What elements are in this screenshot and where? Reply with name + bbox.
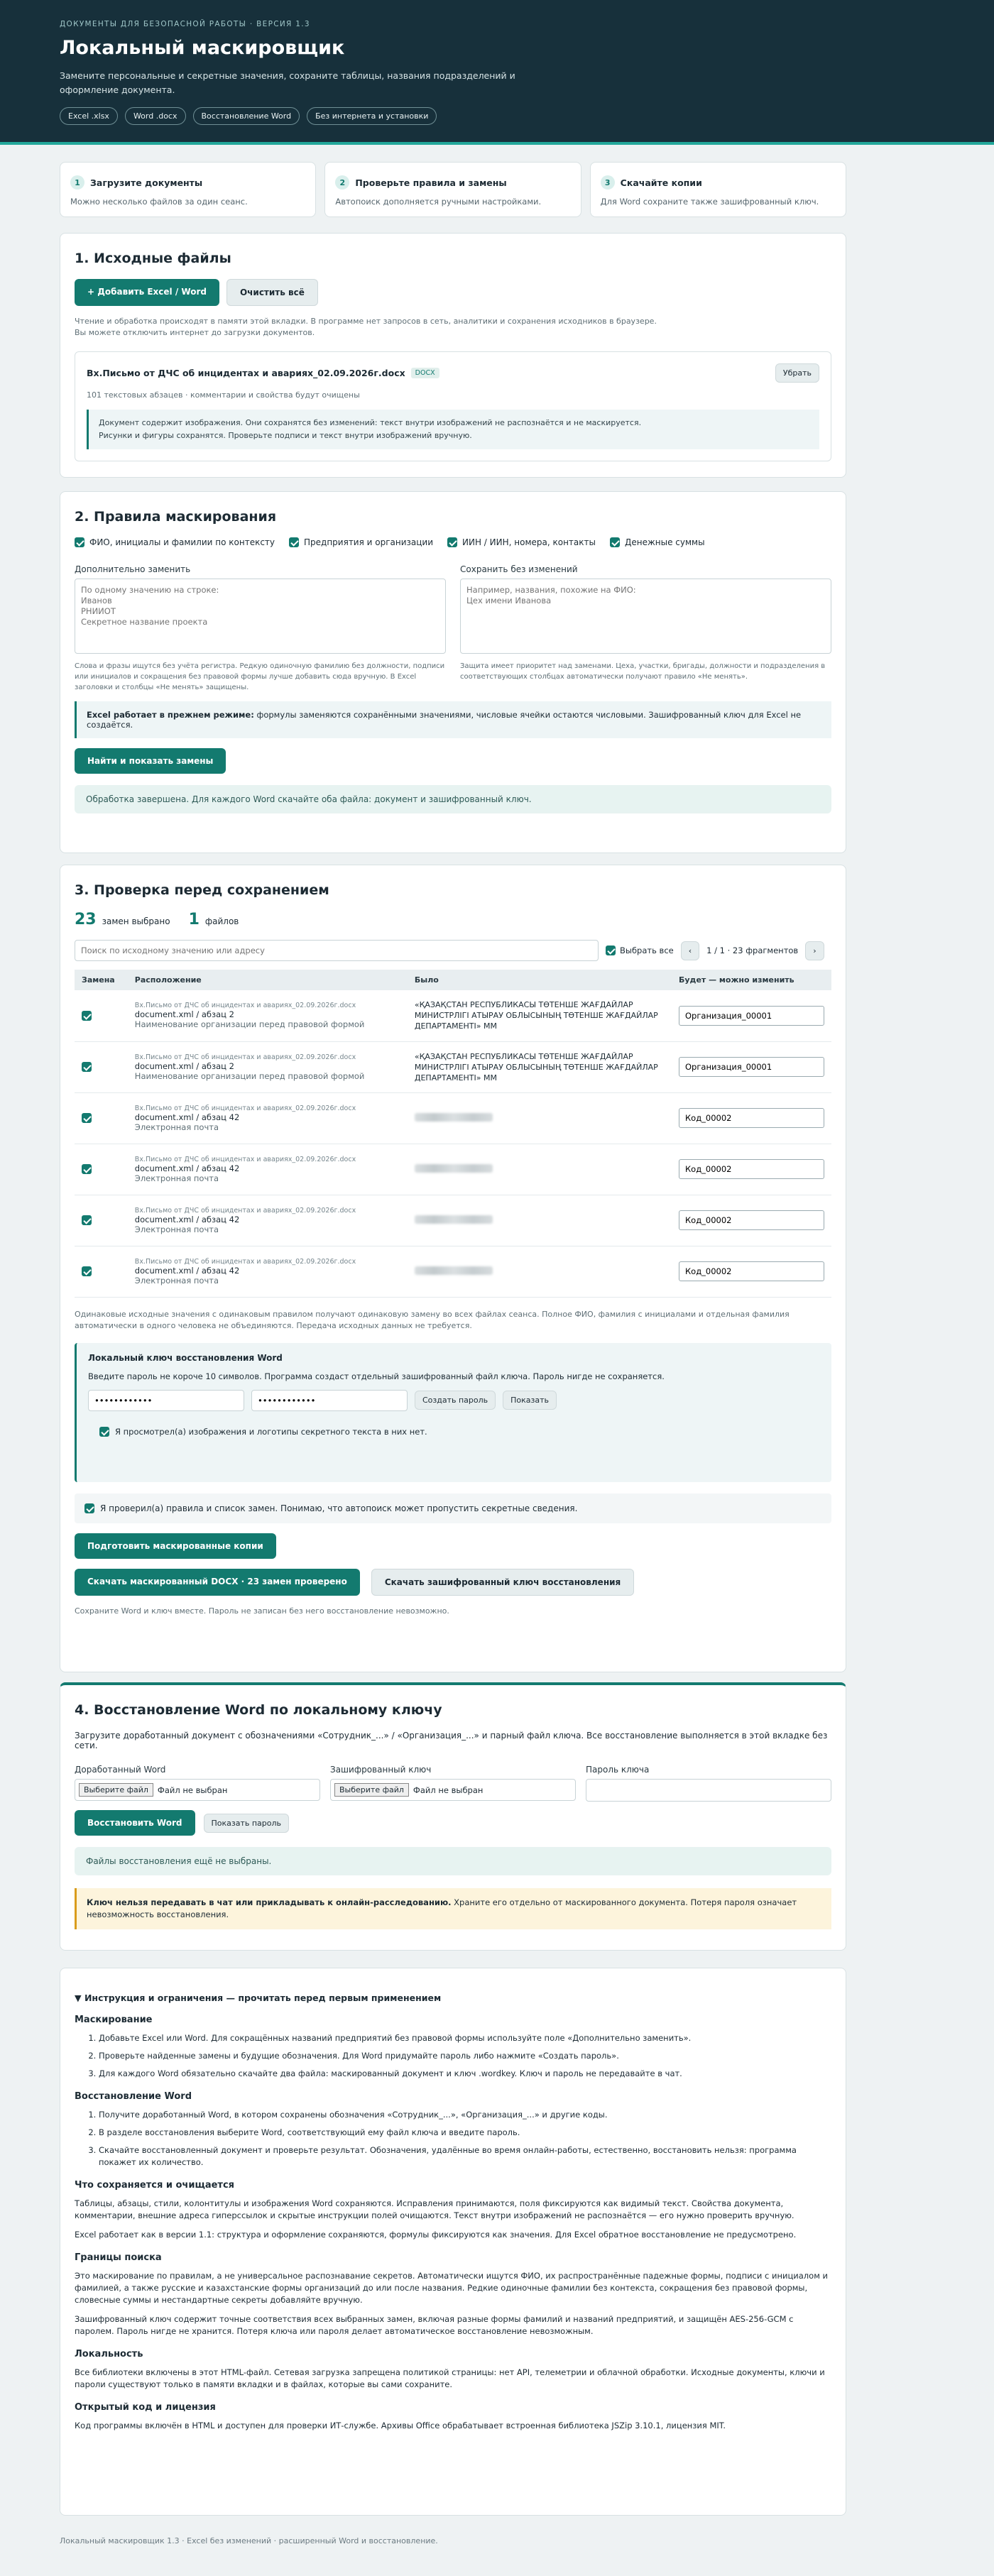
confirm-checkbox[interactable]: [75, 1493, 831, 1523]
file-name: Вх.Письмо от ДЧС об инцидентах и авариях_02.09.2026г.docx: [87, 368, 405, 378]
prepare-copies-button[interactable]: Подготовить маскированные копии: [75, 1533, 276, 1559]
rule-label: Денежные суммы: [624, 537, 705, 547]
excel-mode-note: [75, 701, 831, 738]
step-title: Загрузите документы: [90, 177, 203, 188]
step-title: Проверьте правила и замены: [355, 177, 507, 188]
instr-heading: Границы поиска: [75, 2252, 162, 2263]
checkbox-checked-icon[interactable]: [75, 537, 84, 547]
row-replacement-input[interactable]: [679, 1006, 824, 1026]
restore-desc: Загрузите доработанный документ с обозначениями «Сотрудник_...» / «Организация_...» и парный файл ключа. Все восстановление выполняется в этой вкладке без сети.: [75, 1731, 828, 1750]
page-subtitle: Замените персональные и секретные значения, сохраните таблицы, названия подразделений и оформление документа.: [60, 70, 515, 95]
instr-paragraph: Все библиотеки включены в этот HTML-файл. Сетевая загрузка запрещена политикой страницы: нет API, телеметрии и облачной обработки. Исходные документы, ключи и пароли существуют только в памяти вкладки и в файлах, которые вы сами сохраните.: [75, 2367, 825, 2389]
table-row: [75, 1246, 831, 1297]
row-source: Вх.Письмо от ДЧС об инцидентах и авариях_02.09.2026г.docx: [134, 1053, 356, 1061]
choose-file-button[interactable]: Выберите файл: [334, 1783, 409, 1797]
table-row: [75, 990, 831, 1041]
instr-heading: Восстановление Word: [75, 2091, 192, 2102]
rule-fio-checkbox[interactable]: [75, 537, 275, 547]
instr-heading: Маскирование: [75, 2015, 153, 2025]
clear-all-button[interactable]: Очистить всё: [226, 279, 318, 306]
instructions-toggle[interactable]: ▼ Инструкция и ограничения — прочитать перед первым применением: [75, 1993, 442, 2003]
add-file-button[interactable]: + Добавить Excel / Word: [75, 279, 219, 306]
checkbox-checked-icon[interactable]: [610, 537, 620, 547]
row-checkbox[interactable]: [82, 1266, 92, 1276]
step-card-upload: [60, 162, 316, 217]
image-warning: [87, 410, 819, 449]
instr-heading: Открытый код и лицензия: [75, 2402, 216, 2413]
pill-excel: Excel .xlsx: [60, 107, 118, 125]
step-desc: Можно несколько файлов за один сеанс.: [70, 197, 248, 207]
choose-file-button[interactable]: Выберите файл: [79, 1783, 153, 1797]
excel-mode-text: формулы заменяются сохранёнными значениями, числовые ячейки остаются числовыми. Зашифрованный ключ для Excel не создаётся.: [87, 710, 802, 730]
redacted-value: [415, 1215, 493, 1224]
list-item: 1. Добавьте Excel или Word. Для сокращённых названий предприятий без правовой формы используйте поле «Дополнительно заменить».: [99, 2032, 831, 2044]
section-title: 1. Исходные файлы: [75, 251, 231, 266]
row-replacement-input[interactable]: [679, 1261, 824, 1281]
list-item: 3. Для каждого Word обязательно скачайте два файла: маскированный документ и ключ .wordkey. Ключ и пароль не передавайте в чат.: [99, 2068, 831, 2080]
checkbox-checked-icon[interactable]: [606, 946, 616, 955]
step-number: 2: [335, 175, 349, 190]
file-item: [75, 351, 831, 461]
instr-paragraph: Таблицы, абзацы, стили, колонтитулы и изображения Word сохраняются. Исправления принимаются, поля фиксируются как видимый текст. Свойства документа, комментарии, внешние адреса гиперссылок и скрытые инструкции полей очищаются. Текст внутри изображений не распознаётся — его нужно проверить вручную.: [75, 2198, 794, 2220]
section-rules: [60, 491, 846, 853]
hero-header: [0, 0, 994, 145]
row-source: Вх.Письмо от ДЧС об инцидентах и авариях_02.09.2026г.docx: [134, 1002, 356, 1010]
instr-heading: Локальность: [75, 2349, 143, 2359]
table-row: [75, 1195, 831, 1246]
col-will-be: Будет — можно изменить: [672, 970, 831, 990]
restore-status: Файлы восстановления ещё не выбраны.: [75, 1847, 831, 1875]
keep-unchanged-textarea[interactable]: [460, 579, 831, 654]
row-checkbox[interactable]: [82, 1215, 92, 1225]
replacement-count-label: замен выбрано: [102, 916, 170, 926]
table-row: [75, 1092, 831, 1144]
col-was: Было: [408, 970, 672, 990]
version-kicker: ДОКУМЕНТЫ ДЛЯ БЕЗОПАСНОЙ РАБОТЫ · ВЕРСИЯ 1.3: [60, 20, 310, 28]
row-checkbox[interactable]: [82, 1164, 92, 1174]
rule-iin-checkbox[interactable]: [447, 537, 596, 547]
generate-password-button[interactable]: Создать пароль: [415, 1391, 496, 1410]
restore-word-button[interactable]: Восстановить Word: [75, 1810, 195, 1836]
key-file-label: Зашифрованный ключ: [330, 1765, 432, 1775]
step-number: 3: [601, 175, 615, 190]
pill-word: Word .docx: [125, 107, 186, 125]
step-desc: Для Word сохраните также зашифрованный ключ.: [600, 197, 819, 207]
section-title: 3. Проверка перед сохранением: [75, 882, 329, 898]
col-location: Расположение: [128, 970, 408, 990]
instr-paragraph: Код программы включён в HTML и доступен для проверки ИТ-службе. Архивы Office обрабатывает встроенная библиотека JSZip 3.10.1, лицензия MIT.: [75, 2421, 726, 2430]
row-location: document.xml / абзац 42: [134, 1265, 240, 1276]
step-desc: Автопоиск дополняется ручными настройками.: [335, 197, 542, 207]
key-warning-bold: Ключ нельзя передавать в чат или прикладывать к онлайн-расследованию.: [87, 1897, 452, 1907]
row-replacement-input[interactable]: [679, 1210, 824, 1230]
privacy-note: Чтение и обработка происходят в памяти этой вкладки. В программе нет запросов в сеть, аналитики и сохранения исходников в браузере. Вы можете отключить интернет до загрузки документов.: [75, 317, 657, 337]
images-reviewed-label: Я просмотрел(а) изображения и логотипы секретного текста в них нет.: [115, 1426, 427, 1437]
rule-money-checkbox[interactable]: [610, 537, 705, 547]
row-replacement-input[interactable]: [679, 1108, 824, 1128]
remove-file-button[interactable]: Убрать: [775, 363, 819, 383]
instr-paragraph: Зашифрованный ключ содержит точные соответствия всех выбранных замен, включая разные формы фамилий и названий предприятий, и защищён AES-256-GCM с паролем. Пароль нигде не хранится. Потеря ключа или пароля делает автоматическое восстановление невозможным.: [75, 2314, 794, 2336]
step-number: 1: [70, 175, 84, 190]
row-type: Наименование организации перед правовой формой: [134, 1019, 365, 1030]
add-replace-note: Слова и фразы ищутся без учёта регистра. Редкую одиночную фамилию без должности, подписи или инициалов и сокращения без правовой формы лучше добавить сюда вручную. В Excel заголовки и столбцы «Не менять» защищены.: [75, 662, 445, 691]
redacted-value: [415, 1164, 493, 1173]
instructions-panel: [60, 1968, 846, 2516]
instr-paragraph: Это маскирование по правилам, а не универсальное распознавание секретов. Автоматически ищутся ФИО, их распространённые падежные формы, подписи с инициалом и фамилией, а также русские и казахстанские формы организаций до или после названия. Редкие одиночные фамилии без контекста, сокращения без правовой формы, словесные суммы и нестандартные секреты добавляйте вручную.: [75, 2271, 828, 2305]
row-source: Вх.Письмо от ДЧС об инцидентах и авариях_02.09.2026г.docx: [134, 1257, 356, 1266]
row-replacement-input[interactable]: [679, 1159, 824, 1179]
steps-row: [60, 162, 846, 217]
keep-unchanged-label: Сохранить без изменений: [460, 564, 578, 574]
confirm-label: Я проверил(а) правила и список замен. Понимаю, что автопоиск может пропустить секретные сведения.: [100, 1503, 578, 1513]
pill-offline: Без интернета и установки: [307, 107, 437, 125]
row-was: «ҚАЗАҚСТАН РЕСПУБЛИКАСЫ ТӨТЕНШЕ ЖАҒДАЙЛАР МИНИСТРЛІГІ АТЫРАУ ОБЛЫСЫНЫҢ ТӨТЕНШЕ ЖАҒДАЙЛАР ДЕПАРТАМЕНТІ» ММ: [408, 1041, 672, 1092]
keep-unchanged-note: Защита имеет приоритет над заменами. Цеха, участки, бригады, должности и подразделения в соответствующих столбцах автоматически получают правило «Не менять».: [460, 662, 826, 681]
file-meta: 101 текстовых абзацев · комментарии и свойства будут очищены: [87, 390, 360, 400]
section-source-files: [60, 233, 846, 478]
list-item: 3. Скачайте восстановленный документ и проверьте результат. Обозначения, удалённые во время онлайн-работы, естественно, восстановить нельзя: программа покажет их количество.: [99, 2144, 831, 2169]
recovery-key-box: [75, 1343, 831, 1482]
row-type: Наименование организации перед правовой формой: [134, 1070, 365, 1081]
page-footer: Локальный маскировщик 1.3 · Excel без изменений · расширенный Word и восстановление.: [60, 2536, 438, 2545]
add-replace-textarea[interactable]: [75, 579, 446, 654]
replacement-count: 23: [75, 911, 97, 928]
key-file-input[interactable]: [330, 1779, 576, 1801]
instr-heading: Что сохраняется и очищается: [75, 2180, 235, 2191]
row-replacement-input[interactable]: [679, 1057, 824, 1077]
prev-page-button[interactable]: ‹: [681, 941, 699, 960]
replacements-table: [75, 970, 831, 1298]
page-range: 1 / 1 · 23 фрагментов: [706, 946, 799, 955]
find-replacements-button[interactable]: Найти и показать замены: [75, 748, 226, 774]
show-key-password-button[interactable]: Показать пароль: [204, 1814, 290, 1833]
rule-label: Предприятия и организации: [304, 537, 434, 547]
key-warning: [75, 1888, 831, 1929]
row-location: document.xml / абзац 42: [134, 1214, 240, 1224]
step-card-review: [324, 162, 581, 217]
section-review: [60, 865, 846, 1672]
row-location: document.xml / абзац 2: [134, 1060, 234, 1071]
step-card-download: [590, 162, 846, 217]
checkbox-checked-icon[interactable]: [99, 1427, 109, 1437]
no-file-text: Файл не выбран: [413, 1785, 484, 1795]
file-count: 1: [188, 911, 200, 928]
word-file-input[interactable]: [75, 1779, 320, 1801]
rule-label: ИИН / ИИН, номера, контакты: [462, 537, 596, 547]
col-replace: Замена: [75, 970, 128, 990]
word-file-label: Доработанный Word: [75, 1765, 166, 1775]
select-all-checkbox[interactable]: [606, 946, 674, 955]
redacted-value: [415, 1266, 493, 1275]
download-key-button[interactable]: Скачать зашифрованный ключ восстановления: [371, 1569, 634, 1596]
show-password-button[interactable]: Показать: [503, 1391, 557, 1410]
row-type: Электронная почта: [134, 1122, 219, 1132]
excel-mode-bold: Excel работает в прежнем режиме:: [87, 710, 254, 720]
section-title: 4. Восстановление Word по локальному ключу: [75, 1702, 442, 1718]
row-checkbox[interactable]: [82, 1113, 92, 1123]
row-checkbox[interactable]: [82, 1011, 92, 1021]
row-source: Вх.Письмо от ДЧС об инцидентах и авариях_02.09.2026г.docx: [134, 1206, 356, 1215]
row-type: Электронная почта: [134, 1275, 219, 1286]
table-row: [75, 1144, 831, 1195]
no-file-text: Файл не выбран: [157, 1785, 228, 1795]
row-location: document.xml / абзац 42: [134, 1163, 240, 1173]
table-row: [75, 1041, 831, 1092]
list-item: 2. Проверьте найденные замены и будущие обозначения. Для Word придумайте пароль либо нажмите «Создать пароль».: [99, 2050, 831, 2062]
row-type: Электронная почта: [134, 1173, 219, 1183]
rule-label: ФИО, инициалы и фамилии по контексту: [89, 537, 275, 547]
key-title: Локальный ключ восстановления Word: [88, 1352, 283, 1363]
password-input[interactable]: [88, 1390, 244, 1411]
row-source: Вх.Письмо от ДЧС об инцидентах и авариях_02.09.2026г.docx: [134, 1104, 356, 1112]
checkbox-checked-icon[interactable]: [447, 537, 457, 547]
row-was: «ҚАЗАҚСТАН РЕСПУБЛИКАСЫ ТӨТЕНШЕ ЖАҒДАЙЛАР МИНИСТРЛІГІ АТЫРАУ ОБЛЫСЫНЫҢ ТӨТЕНШЕ ЖАҒДАЙЛАР ДЕПАРТАМЕНТІ» ММ: [408, 990, 672, 1041]
checkbox-checked-icon[interactable]: [289, 537, 299, 547]
image-warning-line: Рисунки и фигуры сохранятся. Проверьте подписи и текст внутри изображений вручную.: [99, 431, 472, 440]
processing-status: Обработка завершена. Для каждого Word скачайте оба файла: документ и зашифрованный ключ.: [75, 785, 831, 813]
pill-restore: Восстановление Word: [193, 107, 300, 125]
row-checkbox[interactable]: [82, 1062, 92, 1072]
section-title: 2. Правила маскирования: [75, 509, 277, 525]
checkbox-checked-icon[interactable]: [84, 1503, 94, 1513]
row-location: document.xml / абзац 2: [134, 1009, 234, 1020]
list-item: 1. Получите доработанный Word, в котором сохранены обозначения «Сотрудник_...», «Организация_...» и другие коды.: [99, 2109, 831, 2121]
search-input[interactable]: [75, 940, 599, 961]
page-title: Локальный маскировщик: [60, 37, 345, 59]
password-confirm-input[interactable]: [251, 1390, 408, 1411]
download-docx-button[interactable]: Скачать маскированный DOCX · 23 замен проверено: [75, 1569, 360, 1596]
same-value-note: Одинаковые исходные значения с одинаковым правилом получают одинаковую замену во всех файлах сеанса. Полное ФИО, фамилия с инициалами и отдельная фамилия автоматически в одного человека не объединяются. Передача исходных данных не требуется.: [75, 1309, 790, 1330]
row-type: Электронная почта: [134, 1224, 219, 1234]
select-all-label: Выбрать все: [620, 946, 674, 955]
key-password-input[interactable]: [586, 1779, 831, 1802]
file-type-badge: DOCX: [411, 368, 439, 378]
section-restore: [60, 1682, 846, 1951]
rule-org-checkbox[interactable]: [289, 537, 433, 547]
step-title: Скачайте копии: [620, 177, 702, 188]
row-location: document.xml / абзац 42: [134, 1112, 240, 1122]
redacted-value: [415, 1113, 493, 1122]
row-source: Вх.Письмо от ДЧС об инцидентах и авариях_02.09.2026г.docx: [134, 1155, 356, 1163]
list-item: 2. В разделе восстановления выберите Word, соответствующий ему файл ключа и введите пароль.: [99, 2127, 831, 2139]
images-reviewed-checkbox[interactable]: [99, 1427, 820, 1437]
key-warning-text: Храните его отдельно от маскированного документа. Потеря пароля означает невозможность восстановления.: [87, 1897, 797, 1919]
image-warning-line: Документ содержит изображения. Они сохранятся без изменений: текст внутри изображений не распознаётся и не маскируется.: [99, 418, 642, 427]
file-count-label: файлов: [204, 916, 239, 926]
key-desc: Введите пароль не короче 10 символов. Программа создаст отдельный зашифрованный файл ключа. Пароль нигде не сохраняется.: [88, 1371, 665, 1381]
key-password-label: Пароль ключа: [586, 1765, 650, 1775]
next-page-button[interactable]: ›: [805, 941, 824, 960]
final-note: Сохраните Word и ключ вместе. Пароль не записан без него восстановление невозможно.: [75, 1606, 449, 1616]
add-replace-label: Дополнительно заменить: [75, 564, 191, 574]
instr-paragraph: Excel работает как в версии 1.1: структура и оформление сохраняются, формулы фиксируются как значения. Для Excel обратное восстановление не предусмотрено.: [75, 2230, 797, 2240]
